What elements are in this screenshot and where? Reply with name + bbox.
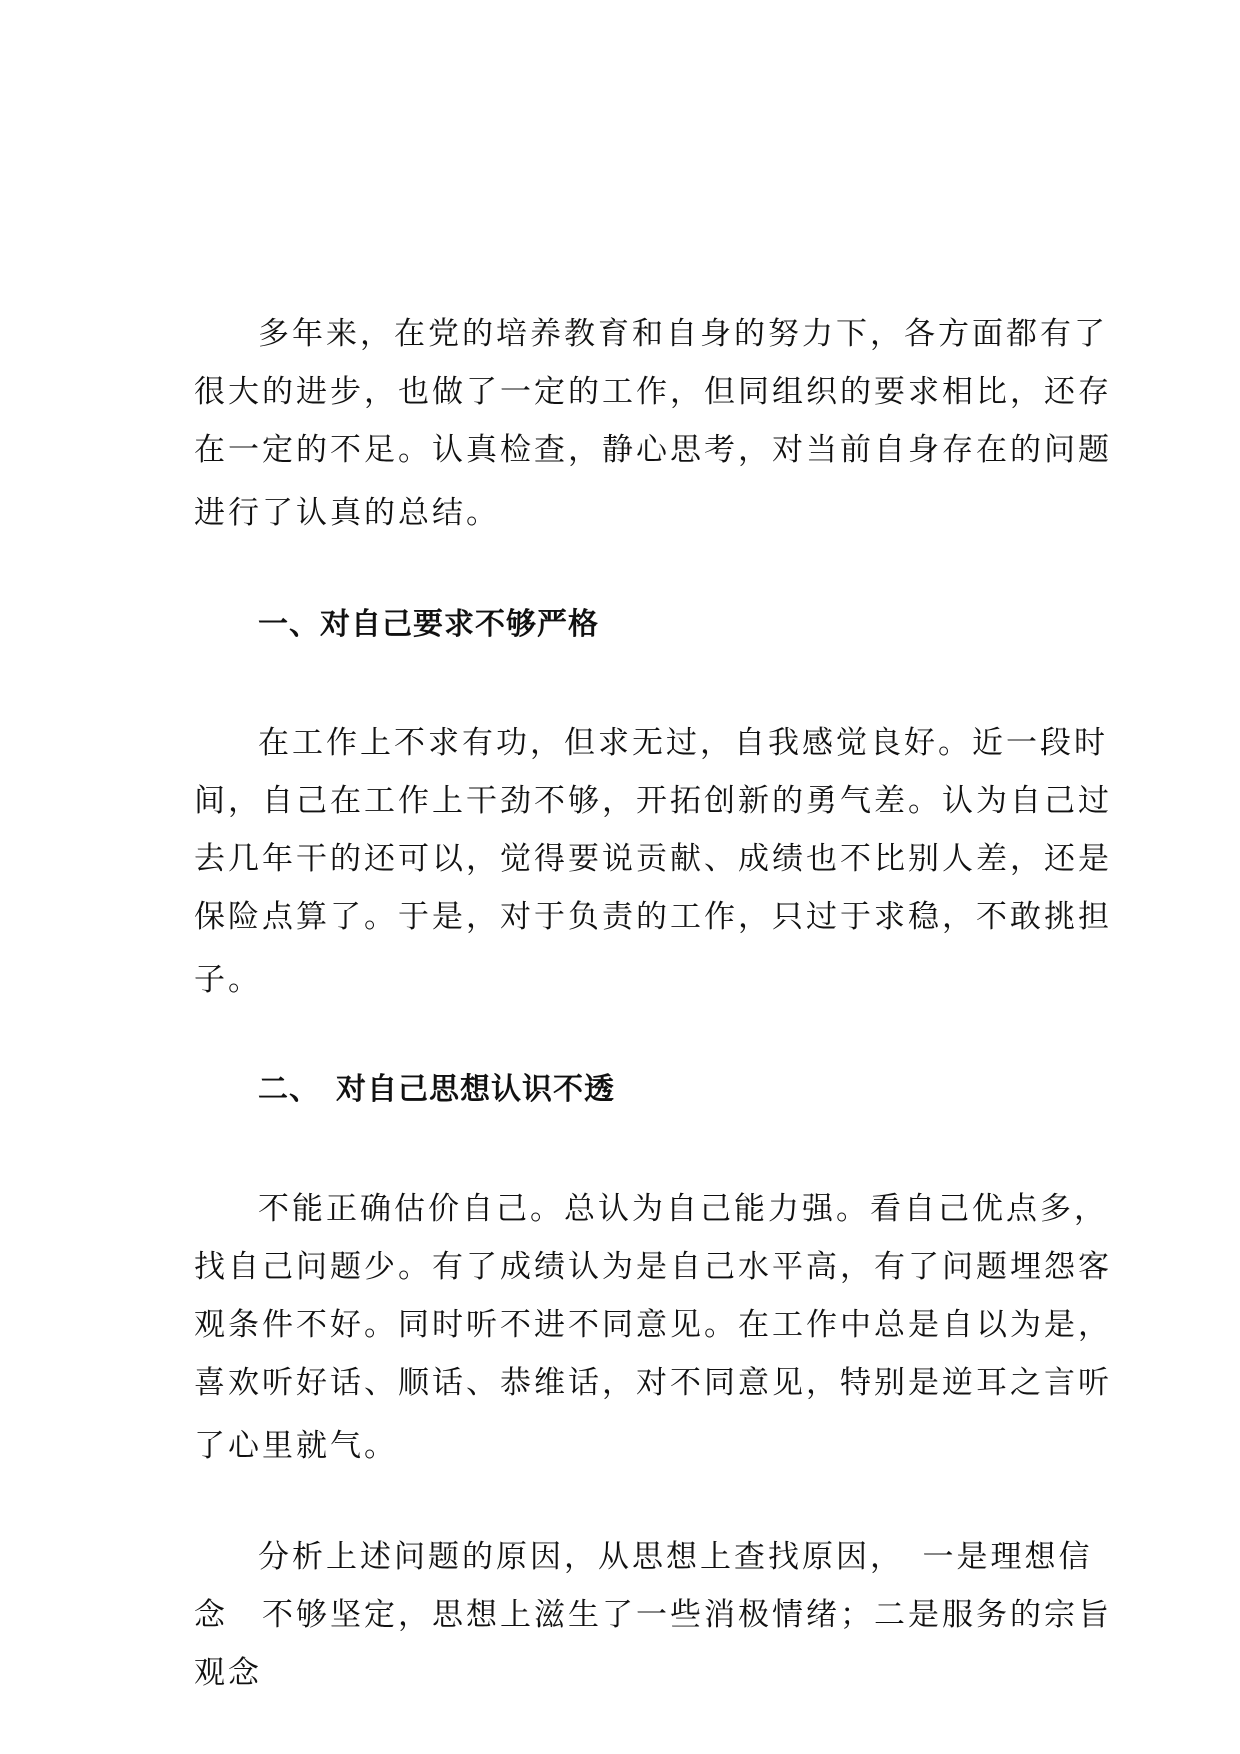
paragraph-line: 观条件不好。同时听不进不同意见。在工作中总是自以为是， xyxy=(194,1307,1112,1343)
paragraph-line: 很大的进步，也做了一定的工作，但同组织的要求相比，还存 xyxy=(194,374,1112,410)
paragraph-line: 进行了认真的总结。 xyxy=(194,495,500,531)
paragraph-line: 了心里就气。 xyxy=(194,1428,398,1464)
section-1-paragraph xyxy=(194,714,1112,1010)
paragraph-line: 在一定的不足。认真检查，静心思考，对当前自身存在的问题 xyxy=(194,432,1112,468)
paragraph-line: 分析上述问题的原因，从思想上查找原因， 一是理想信 xyxy=(258,1539,1093,1575)
paragraph-line: 间，自己在工作上干劲不够，开拓创新的勇气差。认为自己过 xyxy=(194,783,1112,819)
paragraph-line: 保险点算了。于是，对于负责的工作，只过于求稳，不敢挑担 xyxy=(194,899,1112,935)
paragraph-line: 去几年干的还可以，觉得要说贡献、成绩也不比别人差，还是 xyxy=(194,841,1112,877)
paragraph-line: 喜欢听好话、顺话、恭维话，对不同意见，特别是逆耳之言听 xyxy=(194,1365,1112,1401)
section-heading-2: 二、 对自己思想认识不透 xyxy=(258,1072,615,1107)
paragraph-line: 在工作上不求有功，但求无过，自我感觉良好。近一段时 xyxy=(258,725,1108,761)
intro-paragraph xyxy=(194,305,1112,543)
paragraph-line: 子。 xyxy=(194,962,262,998)
paragraph-line: 观念 xyxy=(194,1655,262,1691)
analysis-paragraph xyxy=(194,1528,1112,1702)
paragraph-line: 不能正确估价自己。总认为自己能力强。看自己优点多， xyxy=(258,1191,1108,1227)
section-heading-1: 一、对自己要求不够严格 xyxy=(258,607,599,642)
paragraph-line: 找自己问题少。有了成绩认为是自己水平高，有了问题埋怨客 xyxy=(194,1249,1112,1285)
section-2-paragraph xyxy=(194,1180,1112,1476)
paragraph-line: 念 不够坚定，思想上滋生了一些消极情绪；二是服务的宗旨 xyxy=(194,1597,1112,1633)
paragraph-line: 多年来，在党的培养教育和自身的努力下，各方面都有了 xyxy=(258,316,1108,352)
